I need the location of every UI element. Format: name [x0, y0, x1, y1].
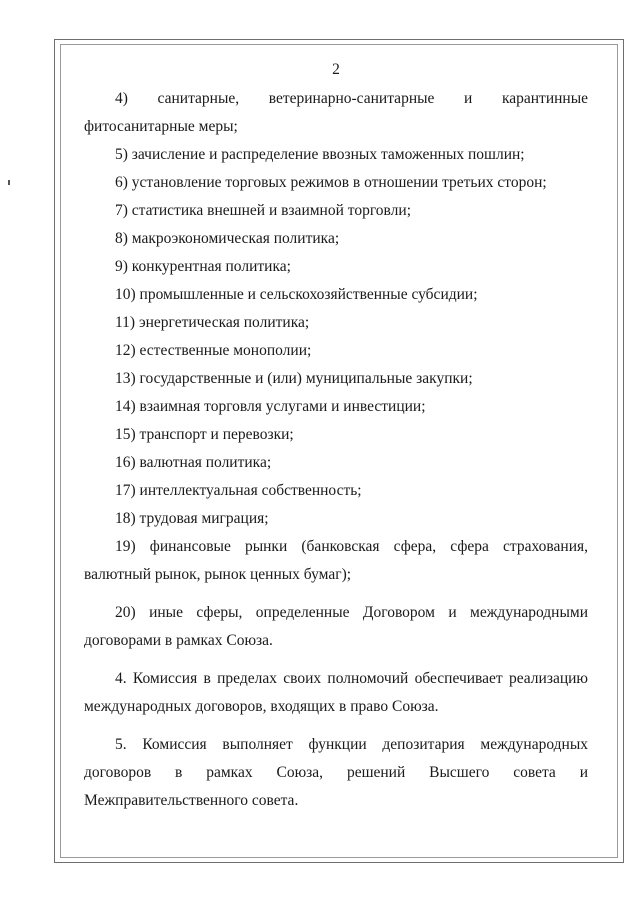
scan-mark: [8, 180, 10, 185]
clause-paragraph: 4. Комиссия в пределах своих полномочий обеспечивает реализацию международных договоров, входящих в право Союза.: [84, 670, 588, 715]
list-item: 17) интеллектуальная собственность;: [115, 482, 362, 499]
list-item: 15) транспорт и перевозки;: [115, 426, 294, 443]
page-number: 2: [332, 61, 340, 78]
document-body: [84, 55, 588, 815]
list-item: 4) санитарные, ветеринарно-санитарные и карантинные фитосанитарные меры;: [84, 90, 588, 135]
list-item: 6) установление торговых режимов в отношении третьих сторон;: [115, 174, 547, 191]
list-item: 13) государственные и (или) муниципальные закупки;: [115, 370, 473, 387]
list-item: 11) энергетическая политика;: [115, 314, 310, 331]
list-item: 10) промышленные и сельскохозяйственные субсидии;: [115, 286, 478, 303]
list-item: 19) финансовые рынки (банковская сфера, сфера страхования, валютный рынок, рынок ценных бумаг);: [84, 538, 588, 583]
list-item: 9) конкурентная политика;: [115, 258, 291, 275]
list-item: 16) валютная политика;: [115, 454, 272, 471]
clause-paragraph: 5. Комиссия выполняет функции депозитария международных договоров в рамках Союза, решений Высшего совета и Межправительственного совета.: [84, 736, 588, 809]
list-item: 5) зачисление и распределение ввозных таможенных пошлин;: [115, 146, 525, 163]
clauses-list: [84, 665, 588, 815]
list-item: 7) статистика внешней и взаимной торговли;: [115, 202, 411, 219]
list-item: 18) трудовая миграция;: [115, 510, 269, 527]
list-item: 20) иные сферы, определенные Договором и международными договорами в рамках Союза.: [84, 604, 588, 649]
list-item: 8) макроэкономическая политика;: [115, 230, 340, 247]
list-item: 14) взаимная торговля услугами и инвестиции;: [115, 398, 426, 415]
list-item: 12) естественные монополии;: [115, 342, 312, 359]
competence-list: [84, 85, 588, 655]
